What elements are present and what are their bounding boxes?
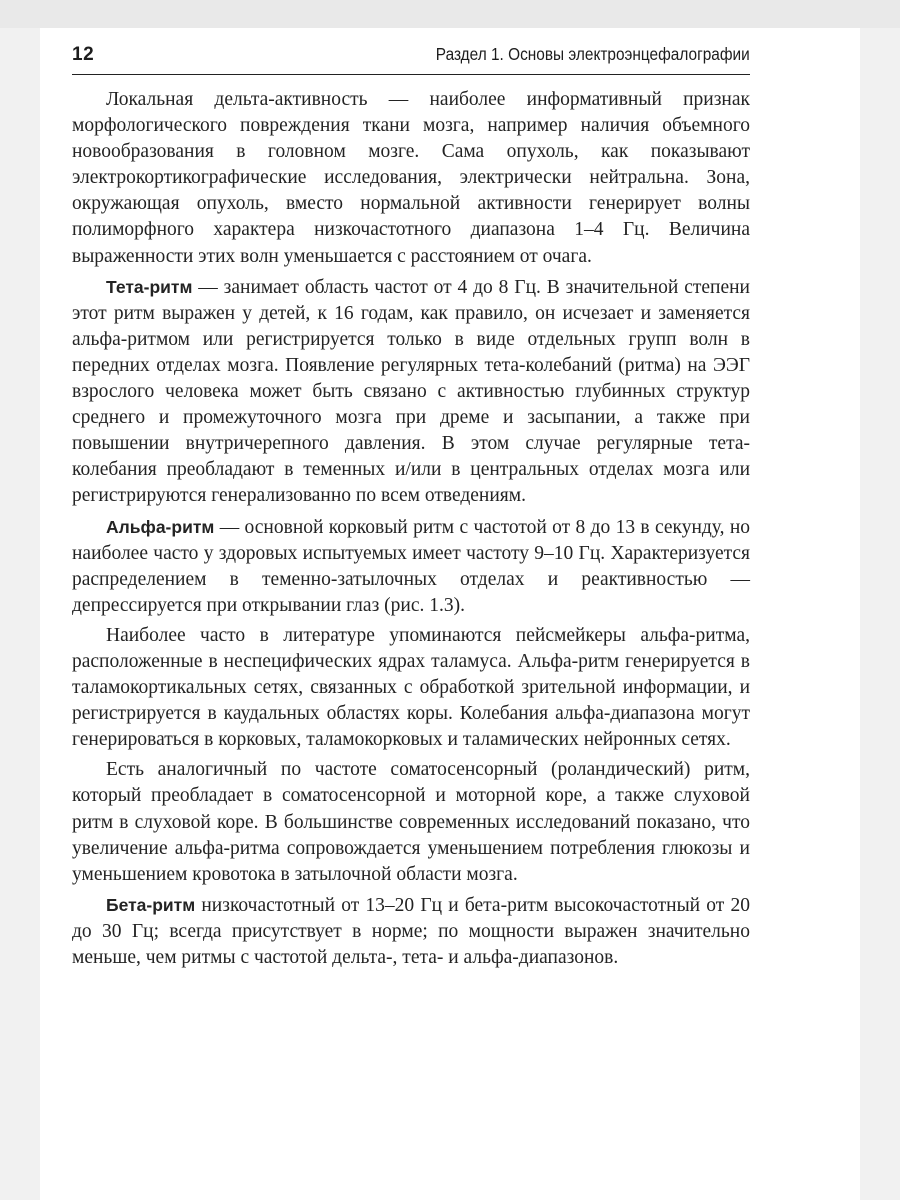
running-header (72, 44, 750, 75)
paragraph-local-delta-activity (72, 87, 750, 270)
body-text (72, 87, 750, 975)
viewer-top-band (0, 0, 900, 28)
section-title: Раздел 1. Основы электроэнцефалографии (436, 44, 750, 64)
paragraph-text: Локальная дельта-активность — наиболее информативный признак морфологического повреждения ткани мозга, например наличия объемного новообразования в головном мозге. Сама опухоль, как показывают электрокортикографические исследования, электрически нейтральна. Зона, окружающая опухоль, вместо нормальной активности генерирует волны полиморфного характера низкочастотного диапазона 1–4 Гц. Величина выраженности этих волн уменьшается с расстоянием от очага. (72, 89, 750, 267)
paragraph-theta-rhythm (72, 274, 750, 510)
paragraph-alpha-pacemakers (72, 623, 750, 753)
term-theta-rhythm: Тета-ритм (106, 276, 193, 297)
paragraph-alpha-rhythm (72, 514, 750, 619)
page-number: 12 (72, 44, 95, 65)
term-alpha-rhythm: Альфа-ритм (106, 516, 215, 537)
paragraph-text: Наиболее часто в литературе упоминаются пейсмейкеры альфа-ритма, расположенные в неспецифических ядрах таламуса. Альфа-ритм генерируется в таламокортикальных сетях, связанных с обработкой зрительной информации, и регистрируется в каудальных областях коры. Колебания альфа-диапазона могут генерироваться в корковых, таламокорковых и таламических нейронных сетях. (72, 624, 750, 751)
paragraph-beta-rhythm (72, 892, 750, 971)
paragraph-somatosensory-rhythm (72, 757, 750, 887)
paragraph-text: Есть аналогичный по частоте соматосенсорный (роландический) ритм, который преобладает в соматосенсорной и моторной коре, а также слуховой ритм в слуховой коре. В большинстве современных исследований показано, что увеличение альфа-ритма сопровождается уменьшением потребления глюкозы и уменьшением кровотока в затылочной области мозга. (72, 759, 750, 885)
paragraph-text: низкочастотный от 13–20 Гц и бета-ритм высокочастотный от 20 до 30 Гц; всегда присутствует в норме; по мощности выражен значительно меньше, чем ритмы с частотой дельта-, тета- и альфа-диапазонов. (72, 894, 750, 968)
paragraph-text: — занимает область частот от 4 до 8 Гц. В значительной степени этот ритм выражен у детей, к 16 годам, как правило, он исчезает и заменяется альфа-ритмом или регистрируется только в виде отдельных групп волн в передних отделах мозга. Появление регулярных тета-колебаний (ритма) на ЭЭГ взрослого человека может быть связано с активностью глубинных структур среднего и промежуточного мозга при дреме и засыпании, а также при повышении внутричерепного давления. В этом случае регулярные тета-колебания преобладают в теменных и/или в центральных отделах мозга или регистрируются генерализованно по всем отведениям. (72, 276, 750, 507)
term-beta-rhythm: Бета-ритм (106, 894, 196, 915)
paragraph-text: — основной корковый ритм с частотой от 8 до 13 в секунду, но наиболее часто у здоровых испытуемых имеет частоту 9–10 Гц. Характеризуется распределением в теменно-затылочных отделах и реактивностью — депрессируется при открывании глаз (рис. 1.3). (72, 516, 750, 616)
